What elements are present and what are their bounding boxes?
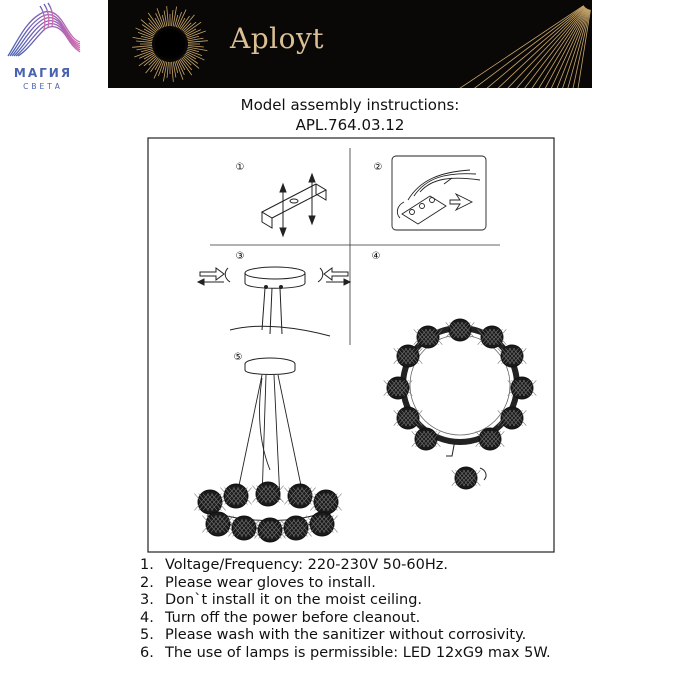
ceiling-canopy-icon <box>198 267 350 336</box>
requirement-number: 4. <box>140 609 154 626</box>
glass-ball-shade <box>284 484 315 508</box>
glass-ball-shade <box>446 319 475 341</box>
requirement-number: 5. <box>140 627 154 644</box>
model-number: APL.764.03.12 <box>295 116 405 134</box>
requirement-item <box>140 610 551 628</box>
bracket-icon <box>262 174 326 236</box>
terminal-block-icon <box>392 156 486 230</box>
chandelier-side-icon <box>194 358 341 542</box>
glass-ball-shade <box>508 377 537 399</box>
step-number-3: ③ <box>235 251 245 262</box>
requirement-number: 2. <box>140 574 154 591</box>
page-title: Model assembly instructions: <box>240 96 460 114</box>
glass-ball-shade <box>412 428 441 450</box>
step-number-2: ② <box>373 162 383 173</box>
requirement-item <box>140 557 551 575</box>
logo-name-line2: СВЕТА <box>23 82 63 91</box>
requirement-text: Please wash with the sanitizer without corrosivity. <box>165 627 527 644</box>
step-number-5: ⑤ <box>233 352 243 363</box>
ring-chandelier-icon <box>384 319 537 489</box>
requirement-item <box>140 645 551 663</box>
logo-name-line1: МАГИЯ <box>13 66 73 80</box>
requirement-number: 6. <box>140 644 154 661</box>
requirement-text: The use of lamps is permissible: LED 12xG9 max 5W. <box>165 644 551 661</box>
glass-ball-shade <box>220 484 251 508</box>
glass-ball-shade <box>202 512 233 536</box>
requirement-text: Turn off the power before cleanout. <box>165 609 421 626</box>
requirement-number: 3. <box>140 592 154 609</box>
requirements-list <box>140 557 551 663</box>
requirement-number: 1. <box>140 557 154 573</box>
requirement-item <box>140 592 551 610</box>
glass-ball-shade <box>384 377 413 399</box>
glass-ball-shade <box>452 467 481 489</box>
step-number-1: ① <box>235 162 245 173</box>
glass-ball-shade <box>476 428 505 450</box>
glass-ball-shade <box>310 490 341 514</box>
glass-ball-shade <box>306 512 337 536</box>
requirement-text: Please wear gloves to install. <box>165 574 376 591</box>
requirement-text: Voltage/Frequency: 220-230V 50-60Hz. <box>165 557 448 573</box>
requirement-item <box>140 627 551 645</box>
step-number-4: ④ <box>371 251 381 262</box>
glass-ball-shade <box>194 490 225 514</box>
requirement-text: Don`t install it on the moist ceiling. <box>165 592 423 609</box>
brand-name: Aployt <box>230 22 325 55</box>
requirement-item <box>140 575 551 593</box>
